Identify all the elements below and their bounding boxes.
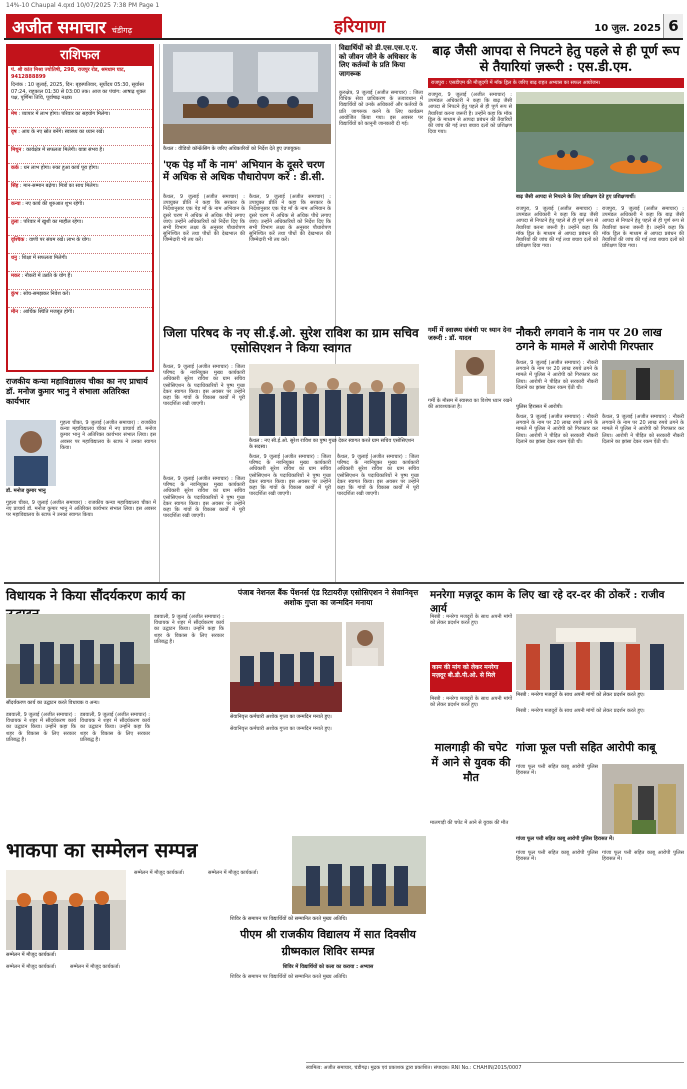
sign-text: व्यापार में लाभ होगा। परिवार का सहयोग मिलेगा। [21,111,111,117]
ceo-welcome-body-cont2: कैथल, 9 जुलाई (अजीत समाचार) : जिला परिषद के नवनियुक्त मुख्य कार्यकारी अधिकारी सुरेश राविश का ग्राम सचिव एसोसिएशन के पदाधिकारियों ने पुष्प गुच्छ देकर स्वागत किया। इस अवसर पर उन्होंने कहा कि गांवों के विकास कार्यों में पूरी पारदर्शिता रखी जाएगी। [337,454,419,498]
job-fraud-body: कैथल, 9 जुलाई (अजीत समाचार) : नौकरी लगवाने के नाम पर 20 लाख रुपये ठगने के मामले में पुलिस ने आरोपी को गिरफ्तार कर लिया। आरोपी ने पीड़ित को सरकारी नौकरी दिलाने का झांसा देकर रकम ऐंठी थी। [516,360,598,391]
sign-name: कर्क [11,165,19,171]
sign-name: धनु [11,255,17,261]
pnb-person-photo [346,622,384,666]
flood-caption: बाढ़ जैसी आपदा से निपटने के लिए प्रशिक्षण देते हुए प्रशिक्षणार्थी। [516,194,636,200]
sign-name: कुंभ [11,291,19,297]
principal-headline: राजकीय कन्या महाविद्यालय चीका का नए प्राचार्य डॉ. मनोज कुमार भानु ने संभाला अतिरिक्त कार्यभार [6,376,148,406]
students-body: कुरुक्षेत्र, 9 जुलाई (अजीत समाचार) : जिला विधिक सेवा प्राधिकरण के तत्वावधान में विद्यार्थियों को उनके अधिकारों और कर्तव्यों के प्रति जागरूक करने के लिए कार्यक्रम आयोजित किया गया। इस अवसर पर विद्यार्थियों को कानूनी जानकारी दी गई। [339,90,423,128]
sign-text: कार्यक्षेत्र में सफलता मिलेगी। यात्रा संभव है। [26,147,104,153]
rashifal-sign: कर्क : धन लाभ होगा। रुका हुआ कार्य पूरा होगा। [8,163,152,181]
cpi-photo [6,870,126,950]
masthead [4,12,683,40]
mnrega-body: मिस्त्री : मनरेगा मजदूरों के साथ अपनी मांगों को लेकर प्रदर्शन करते हुए। [430,614,512,627]
pm-shri-headline: पीएम श्री राजकीय विद्यालय में सात दिवसीय ग्रीष्मकाल शिविर सम्पन्न [240,928,416,958]
rashifal-sign: कुंभ : सोच-समझकर निवेश करें। [8,289,152,307]
mla-body-cont: डबवाली, 9 जुलाई (अजीत समाचार) : विधायक ने शहर में सौंदर्यकरण कार्य का उद्घाटन किया। उन्होंने कहा कि शहर के विकास के लिए सरकार प्रतिबद्ध है। [80,712,150,743]
principal-photo [6,420,56,486]
sign-name: मेष [11,111,17,117]
pm-shri-caption: शिविर के समापन पर विद्यार्थियों को सम्मानित करते मुख्य अतिथि। [230,916,348,922]
pnb-body: सेवानिवृत्त कर्मचारी अशोक गुप्ता का जन्मदिन मनाते हुए। [230,726,332,732]
issue-date: 10 जुल. 2025 [594,23,661,34]
mnrega-photo [516,614,684,690]
job-fraud-body-cont2: कैथल, 9 जुलाई (अजीत समाचार) : नौकरी लगवाने के नाम पर 20 लाख रुपये ठगने के मामले में पुलिस ने आरोपी को गिरफ्तार कर लिया। आरोपी ने पीड़ित को सरकारी नौकरी दिलाने का झांसा देकर रकम ऐंठी थी। [602,414,684,445]
pm-shri-photo [292,836,426,914]
mla-photo [6,614,150,698]
flood-body-cont2: राजपुरा, 9 जुलाई (अजीत समाचार) : उपमंडल अधिकारी ने कहा कि बाढ़ जैसी आपदा से निपटने हेतु पहले से ही पूर्ण रूप से तैयारियां करना जरूरी है। उन्होंने कहा कि मॉक ड्रिल के माध्यम से आपदा प्रबंधन की तैयारियों की जांच की गई तथा बचाव दलों को प्रशिक्षण दिया गया। [602,206,684,250]
newspaper-logo[interactable] [6,14,162,38]
mla-body-cont2: डबवाली, 9 जुलाई (अजीत समाचार) : विधायक ने शहर में सौंदर्यकरण कार्य का उद्घाटन किया। उन्होंने कहा कि शहर के विकास के लिए सरकार प्रतिबद्ध है। [154,614,224,645]
ceo-welcome-caption: कैथल : नए सी.ई.ओ. सुरेश राविश का पुष्प गुच्छ देकर स्वागत करते ग्राम सचिव एसोसिएशन के सदस्य। [249,438,414,450]
section-title: हरियाणा [334,17,386,37]
meeting-caption: कैथल : वीडियो कॉन्फ्रेंसिंग के जरिए अधिकारियों को निर्देश देते हुए उपायुक्त। [163,146,301,152]
sign-text: परिवार में खुशी का माहौल रहेगा। [23,219,83,225]
students-headline: विद्यार्थियों को डी.एस.एस.ए.ए. को जीवन जीने के अधिकार के लिए कर्तव्यों के प्रति किया जागरूक [339,43,418,78]
mnrega-subbox: काम की मांग को लेकर मनरेगा मज़दूर बी.डी.पी.ओ. से मिले [430,662,512,692]
job-fraud-caption: पुलिस हिरासत में आरोपी। [516,404,563,410]
mla-caption: सौंदर्यकरण कार्य का उद्घाटन करते विधायक व अन्य। [6,700,100,706]
flood-drill-photo [516,92,684,192]
tree-campaign-body-cont: कैथल, 9 जुलाई (अजीत समाचार) : उपायुक्त प्रीति ने कहा कि सरकार के निर्देशानुसार एक पेड़ माँ के नाम अभियान के दूसरे चरण में अधिक से अधिक पौधे लगाए जाएं। उन्होंने अधिकारियों को निर्देश दिए कि सभी विभाग लक्ष्य के अनुसार पौधारोपण सुनिश्चित करें तथा पौधों की देखभाल की जिम्मेदारी भी तय करें। [249,194,331,244]
imprint-footer: स्वामित्व: अजीत समाचार, चंडीगढ़। मुद्रक एवं प्रकाशक द्वारा प्रकाशित। संपादक। RNI No.: CHAHIN/2015/0007 [306,1062,684,1086]
ganja-caption: गांजा फूल पत्ती सहित काबू आरोपी पुलिस हिरासत में। [516,836,614,842]
mnrega-headline: मनरेगा मज़दूर काम के लिए खा रहे दर-दर की ठोकरें : राजीव आर्य [430,589,665,615]
ceo-welcome-body: कैथल, 9 जुलाई (अजीत समाचार) : जिला परिषद के नवनियुक्त मुख्य कार्यकारी अधिकारी सुरेश राविश का ग्राम सचिव एसोसिएशन के पदाधिकारियों ने पुष्प गुच्छ देकर स्वागत किया। इस अवसर पर उन्होंने कहा कि गांवों के विकास कार्यों में पूरी पारदर्शिता रखी जाएगी। [163,364,245,408]
sign-text: नए कार्य की शुरुआत शुभ रहेगी। [25,201,85,207]
job-fraud-body-cont: कैथल, 9 जुलाई (अजीत समाचार) : नौकरी लगवाने के नाम पर 20 लाख रुपये ठगने के मामले में पुलिस ने आरोपी को गिरफ्तार कर लिया। आरोपी ने पीड़ित को सरकारी नौकरी दिलाने का झांसा देकर रकम ऐंठी थी। [516,414,598,445]
cpi-body-cont3: सम्मेलन में मौजूद कार्यकर्ता। [208,870,259,876]
flood-headline: बाढ़ जैसी आपदा से निपटने हेतु पहले से ही पूर्ण रूप से तैयारियां ज़रूरी : एस.डी.एम. [432,44,680,75]
health-body: गर्मी के मौसम में स्वास्थ्य का विशेष ध्यान रखने की आवश्यकता है। [428,398,512,411]
rashifal-title: राशिफल [8,46,152,66]
ganja-headline: गांजा फूल पत्ती सहित आरोपी काबू [516,741,656,754]
flood-body-cont: राजपुरा, 9 जुलाई (अजीत समाचार) : उपमंडल अधिकारी ने कहा कि बाढ़ जैसी आपदा से निपटने हेतु पहले से ही पूर्ण रूप से तैयारियां करना जरूरी है। उन्होंने कहा कि मॉक ड्रिल के माध्यम से आपदा प्रबंधन की तैयारियों की जांच की गई तथा बचाव दलों को प्रशिक्षण दिया गया। [516,206,598,250]
rashifal-byline: पं. श्री कांत मिश्रा ज्योतिषी, 298, राजपुर रोड, श्रमधाम घाट, 9412888899 [11,67,126,80]
logo-city: चंडीगढ़ [111,26,133,35]
sign-name: तुला [11,219,19,225]
cpi-body-cont: सम्मेलन में मौजूद कार्यकर्ता। [70,964,121,970]
rashifal-signs [8,109,152,325]
cpi-headline: भाकपा का सम्मेलन सम्पन्न [6,838,198,862]
rashifal-sign: मिथुन : कार्यक्षेत्र में सफलता मिलेगी। यात्रा संभव है। [8,145,152,163]
sign-text: आय के नए स्रोत बनेंगे। स्वास्थ्य का ध्यान रखें। [21,129,105,135]
rashifal-intro: दिनांक : 10 जुलाई, 2025, दिन: बृहस्पतिवार, सूर्योदय 05:30, सूर्यास्त 07:24, राहुकाल 01:30 से 03:00 तक। आज का पंचांग: आषाढ़ शुक्ल पक्ष, पूर्णिमा तिथि, पूर्वाषाढ़ नक्षत्र। [11,82,146,101]
rashifal-sign: मीन : आर्थिक स्थिति मजबूत होगी। [8,307,152,325]
mnrega-body-cont: मिस्त्री : मनरेगा मजदूरों के साथ अपनी मांगों को लेकर प्रदर्शन करते हुए। [430,696,512,709]
flood-body: राजपुरा, 9 जुलाई (अजीत समाचार) : उपमंडल अधिकारी ने कहा कि बाढ़ जैसी आपदा से निपटने हेतु पहले से ही पूर्ण रूप से तैयारियां करना जरूरी है। उन्होंने कहा कि मॉक ड्रिल के माध्यम से आपदा प्रबंधन की तैयारियों की जांच की गई तथा बचाव दलों को प्रशिक्षण दिया गया। [428,92,512,136]
rashifal-sign: धनु : शिक्षा में सफलता मिलेगी। [8,253,152,271]
cpi-body-cont2: सम्मेलन में मौजूद कार्यकर्ता। [134,870,185,876]
rashifal-sign: वृष : आय के नए स्रोत बनेंगे। स्वास्थ्य का ध्यान रखें। [8,127,152,145]
ganja-body-cont2: गांजा फूल पत्ती सहित काबू आरोपी पुलिस हिरासत में। [602,850,684,863]
train-death-body: मालगाड़ी की चपेट में आने से युवक की मौत [430,820,509,826]
sign-text: नौकरी में उन्नति के योग हैं। [24,273,73,279]
ceo-welcome-headline: जिला परिषद के नए सी.ई.ओ. सुरेश राविश का ग्राम सचिव एसोसिएशन ने किया स्वागत [163,326,419,355]
rashifal-sign: तुला : परिवार में खुशी का माहौल रहेगा। [8,217,152,235]
sign-text: आर्थिक स्थिति मजबूत होगी। [22,309,74,315]
rashifal-sign: वृश्चिक : वाणी पर संयम रखें। लाभ के योग। [8,235,152,253]
principal-body: गुहला चीका, 9 जुलाई (अजीत समाचार) : राजकीय कन्या महाविद्यालय चीका में नए प्राचार्य डॉ. मनोज कुमार भानु ने अतिरिक्त कार्यभार संभाल लिया। इस अवसर पर महाविद्यालय के स्टाफ ने उनका स्वागत किया। [60,420,156,451]
rashifal-sign: मेष : व्यापार में लाभ होगा। परिवार का सहयोग मिलेगा। [8,109,152,127]
sign-name: कन्या [11,201,21,207]
ceo-welcome-photo [249,364,419,436]
print-slug: 14%-10 Chaupal 4.qxd 10/07/2025 7:38 PM Page 1 [6,2,160,9]
sign-name: सिंह [11,183,19,189]
sign-text: सोच-समझकर निवेश करें। [23,291,71,297]
rashifal-sign: सिंह : मान-सम्मान बढ़ेगा। मित्रों का साथ मिलेगा। [8,181,152,199]
sign-name: वृष [11,129,17,135]
doctor-photo [455,350,495,394]
pm-shri-subhead: शिविर में विद्यार्थियों को कला का कराया : अभ्यास [282,964,374,970]
cpi-caption: सम्मेलन में मौजूद कार्यकर्ता। [6,952,57,958]
pnb-caption: सेवानिवृत्त कर्मचारी अशोक गुप्ता का जन्मदिन मनाते हुए। [230,714,332,720]
police-photo [602,360,684,400]
ganja-body-cont: गांजा फूल पत्ती सहित काबू आरोपी पुलिस हिरासत में। [516,850,598,863]
pnb-photo [230,622,342,712]
mnrega-caption: मिस्त्री : मनरेगा मजदूरों के साथ अपनी मांगों को लेकर प्रदर्शन करते हुए। [516,692,645,698]
cpi-body: सम्मेलन में मौजूद कार्यकर्ता। [6,964,57,970]
ganja-body: गांजा फूल पत्ती सहित काबू आरोपी पुलिस हिरासत में। [516,764,598,777]
sign-text: वाणी पर संयम रखें। लाभ के योग। [29,237,91,243]
train-death-headline: मालगाड़ी की चपेट में आने से युवक की मौत [431,741,511,784]
tree-campaign-headline: 'एक पेड़ माँ के नाम' अभियान के दूसरे चरण में अधिक से अधिक पौधारोपण करें : डी.सी. [163,160,325,183]
pm-shri-body: शिविर के समापन पर विद्यार्थियों को सम्मानित करते मुख्य अतिथि। [230,974,348,980]
ganja-photo [602,764,684,834]
pnb-headline: पंजाब नेशनल बैंक पेंशनर्स एंड रिटायरीज़ एसोसिएशन ने सेवानिवृत्त अशोक गुप्ता का जन्मदिन मनाया [237,588,419,607]
flood-subhead: राजपुरा : एसडीएम की मौजूदगी में मॉक ड्रिल के जरिए बाढ़ राहत अभ्यास का सफल आयोजन। [428,78,684,88]
rashifal-sign: कन्या : नए कार्य की शुरुआत शुभ रहेगी। [8,199,152,217]
sign-name: मीन [11,309,19,315]
rashifal-box [6,44,154,372]
sign-text: शिक्षा में सफलता मिलेगी। [21,255,68,261]
rashifal-sign: मकर : नौकरी में उन्नति के योग हैं। [8,271,152,289]
mla-body: डबवाली, 9 जुलाई (अजीत समाचार) : विधायक ने शहर में सौंदर्यकरण कार्य का उद्घाटन किया। उन्होंने कहा कि शहर के विकास के लिए सरकार प्रतिबद्ध है। [6,712,76,743]
page-number: 6 [663,14,683,38]
principal-body-cont: गुहला चीका, 9 जुलाई (अजीत समाचार) : राजकीय कन्या महाविद्यालय चीका में नए प्राचार्य डॉ. मनोज कुमार भानु ने अतिरिक्त कार्यभार संभाल लिया। इस अवसर पर महाविद्यालय के स्टाफ ने उनका स्वागत किया। [6,500,156,519]
sign-name: मकर [11,273,20,279]
mnrega-body-cont2: मिस्त्री : मनरेगा मजदूरों के साथ अपनी मांगों को लेकर प्रदर्शन करते हुए। [516,708,645,714]
logo-text: अजीत समाचार [12,18,106,38]
health-headline: गर्मी में स्वास्थ्य संबंधी पर ध्यान देना जरूरी : डॉ. यादव [428,326,512,342]
job-fraud-headline: नौकरी लगवाने के नाम पर 20 लाख ठगने के मामले में आरोपी गिरफ्तार [516,326,662,353]
sign-name: वृश्चिक [11,237,25,243]
ceo-welcome-body-cont3: कैथल, 9 जुलाई (अजीत समाचार) : जिला परिषद के नवनियुक्त मुख्य कार्यकारी अधिकारी सुरेश राविश का ग्राम सचिव एसोसिएशन के पदाधिकारियों ने पुष्प गुच्छ देकर स्वागत किया। इस अवसर पर उन्होंने कहा कि गांवों के विकास कार्यों में पूरी पारदर्शिता रखी जाएगी। [163,476,245,520]
tree-campaign-body: कैथल, 9 जुलाई (अजीत समाचार) : उपायुक्त प्रीति ने कहा कि सरकार के निर्देशानुसार एक पेड़ माँ के नाम अभियान के दूसरे चरण में अधिक से अधिक पौधे लगाए जाएं। उन्होंने अधिकारियों को निर्देश दिए कि सभी विभाग लक्ष्य के अनुसार पौधारोपण सुनिश्चित करें तथा पौधों की देखभाल की जिम्मेदारी भी तय करें। [163,194,245,244]
principal-caption: डॉ. मनोज कुमार भानु [6,488,46,494]
mla-headline: विधायक ने किया सौंदर्यकरण कार्य का [6,589,186,604]
ceo-welcome-body-cont: कैथल, 9 जुलाई (अजीत समाचार) : जिला परिषद के नवनियुक्त मुख्य कार्यकारी अधिकारी सुरेश राविश का ग्राम सचिव एसोसिएशन के पदाधिकारियों ने पुष्प गुच्छ देकर स्वागत किया। इस अवसर पर उन्होंने कहा कि गांवों के विकास कार्यों में पूरी पारदर्शिता रखी जाएगी। [249,454,331,498]
sign-text: मान-सम्मान बढ़ेगा। मित्रों का साथ मिलेगा। [23,183,99,189]
sign-text: धन लाभ होगा। रुका हुआ कार्य पूरा होगा। [23,165,99,171]
sign-name: मिथुन [11,147,22,153]
meeting-photo [163,44,331,144]
